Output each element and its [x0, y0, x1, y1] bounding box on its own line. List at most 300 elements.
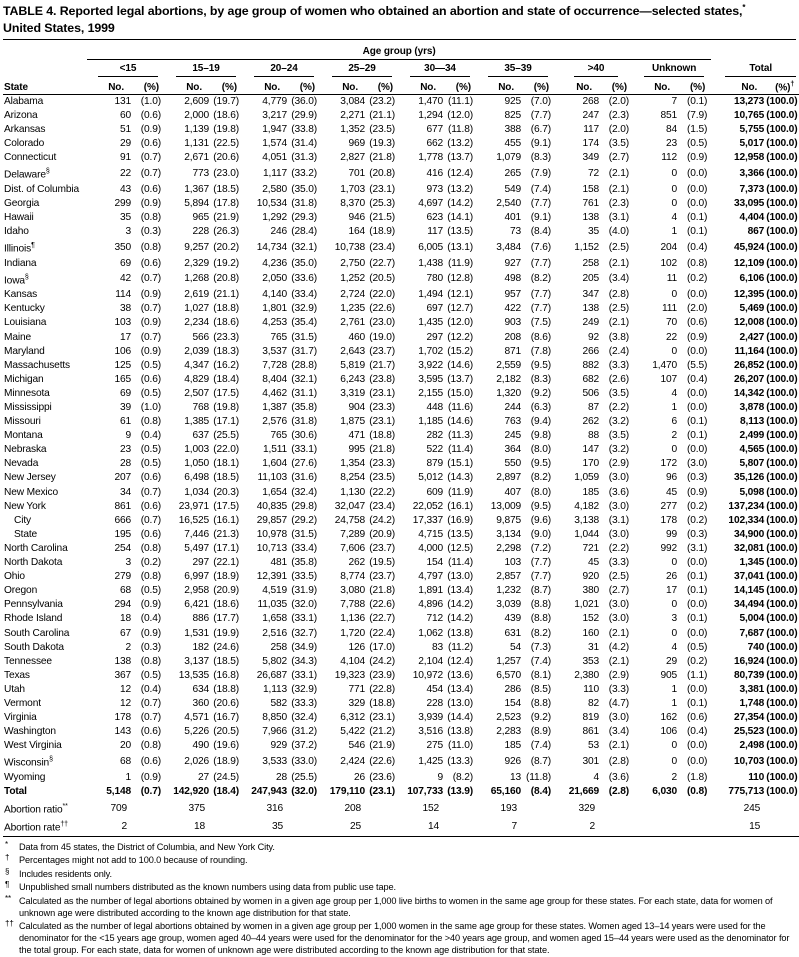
value-cell: (23.7) [369, 542, 395, 554]
value-cell: (5.5) [687, 359, 708, 371]
value-cell: (31.3) [291, 152, 317, 164]
value-cell: 10,738 [334, 241, 365, 253]
value-cell: (18.8) [213, 303, 239, 315]
value-cell: (7.0) [530, 95, 551, 107]
value-cell: (2.4) [608, 345, 629, 357]
value-cell: 0 [671, 444, 677, 456]
value-cell: 39 [119, 402, 131, 414]
value-cell: 7,606 [340, 542, 365, 554]
value-cell: (25.5) [291, 771, 317, 783]
value-cell: (0.8) [140, 542, 161, 554]
value-cell: (28.4) [291, 226, 317, 238]
value-cell: 102,334 [728, 514, 765, 526]
value-cell: 2,507 [184, 387, 209, 399]
value-cell: (9.6) [530, 514, 551, 526]
no-column-header: No. [711, 77, 766, 95]
value-cell: (36.0) [291, 95, 317, 107]
value-cell [523, 817, 555, 836]
value-cell: (0.7) [140, 152, 161, 164]
table-row [3, 387, 799, 401]
value-cell: 1,044 [574, 528, 599, 540]
value-cell: 1 [671, 402, 677, 414]
value-cell: 262 [582, 416, 599, 428]
value-cell: (8.3) [530, 373, 551, 385]
value-cell: (13.0) [447, 697, 473, 709]
value-cell: (13.4) [447, 585, 473, 597]
value-cell: 297 [426, 331, 443, 343]
no-column-header: No. [477, 77, 523, 95]
value-cell: 1,494 [418, 289, 443, 301]
value-cell: (20.9) [369, 528, 395, 540]
value-cell: (11.9) [448, 257, 473, 269]
table-row [3, 655, 799, 669]
value-cell: 14 [427, 821, 439, 833]
value-cell: 12,391 [256, 571, 287, 583]
value-cell: 29 [665, 655, 677, 667]
value-cell: 965 [192, 212, 209, 224]
value-cell: 925 [504, 95, 521, 107]
value-cell: (14.4) [447, 712, 473, 724]
value-cell: 701 [348, 168, 365, 180]
state-cell: Wyoming [4, 771, 46, 783]
value-cell: (31.2) [291, 726, 317, 738]
value-cell: 28 [119, 458, 131, 470]
value-cell: (1.5) [687, 124, 708, 136]
value-cell: (2.0) [608, 124, 629, 136]
value-cell: 582 [270, 697, 287, 709]
value-cell: 677 [426, 124, 443, 136]
value-cell: 3,039 [496, 599, 521, 611]
value-cell: 637 [192, 430, 209, 442]
value-cell: (33.4) [291, 542, 317, 554]
value-cell: 35 [587, 226, 599, 238]
value-cell: (0.4) [140, 683, 161, 695]
value-cell: 258 [582, 257, 599, 269]
value-cell: (32.9) [291, 303, 317, 315]
value-cell: 1,027 [184, 303, 209, 315]
value-cell: 1,875 [340, 416, 365, 428]
value-cell: (32.7) [291, 627, 317, 639]
value-cell: (2.8) [608, 289, 629, 301]
value-cell: 103 [504, 557, 521, 569]
state-cell: Tennessee [4, 655, 52, 667]
value-cell: 4,462 [262, 387, 287, 399]
value-cell: (0.0) [687, 599, 708, 611]
value-cell: (8.8) [530, 599, 551, 611]
abortions-by-age-table [3, 41, 799, 837]
value-cell: (100.0) [766, 109, 798, 121]
value-cell: (0.4) [687, 373, 708, 385]
value-cell: 179,110 [329, 785, 365, 797]
value-cell: 2,619 [184, 289, 209, 301]
value-cell: (29.9) [291, 109, 317, 121]
value-cell: 158 [582, 183, 599, 195]
value-cell: (3.3) [608, 359, 629, 371]
value-cell: 7,373 [739, 183, 765, 195]
value-cell: (25.3) [369, 197, 395, 209]
value-cell: (9.0) [530, 528, 551, 540]
value-cell: (100.0) [766, 528, 798, 540]
value-cell: 879 [426, 458, 443, 470]
state-cell: Rhode Island [4, 613, 63, 625]
state-cell: New Jersey [4, 472, 56, 484]
value-cell: (16.1) [447, 500, 473, 512]
value-cell: 152 [582, 613, 599, 625]
no-column-header: No. [165, 77, 211, 95]
value-cell: (18.5) [213, 472, 239, 484]
value-cell: 697 [426, 303, 443, 315]
value-cell: 1,720 [340, 627, 365, 639]
table-row [3, 641, 799, 655]
value-cell: 137,234 [728, 500, 765, 512]
state-cell: Missouri [4, 416, 41, 428]
value-cell: (22.0) [213, 444, 239, 456]
table-row [3, 570, 799, 584]
value-cell: 1,079 [496, 152, 521, 164]
value-cell: (8.4) [530, 226, 551, 238]
value-cell: 5,017 [739, 138, 765, 150]
table-row [3, 211, 799, 225]
value-cell: 67 [119, 627, 131, 639]
value-cell: (100.0) [766, 168, 798, 180]
value-cell: (0.7) [140, 168, 161, 180]
value-cell: (11.2) [448, 641, 473, 653]
value-cell: 26 [665, 571, 677, 583]
blank-corner [3, 41, 87, 60]
value-cell: (100.0) [766, 740, 798, 752]
pct-column-header: (%)† [766, 77, 799, 95]
value-cell: 1,034 [184, 486, 209, 498]
value-cell: 34 [119, 486, 131, 498]
table-row [3, 271, 799, 288]
value-cell: 154 [504, 697, 521, 709]
value-cell: 1,268 [184, 273, 209, 285]
value-cell: 4,779 [262, 95, 287, 107]
table-row [3, 500, 799, 514]
age-group-span-row [3, 41, 799, 60]
value-cell: (14.1) [447, 212, 473, 224]
value-cell: 927 [504, 257, 521, 269]
value-cell: 80,739 [733, 669, 765, 681]
column-group-header: <15 [87, 59, 165, 77]
value-cell: 871 [504, 345, 521, 357]
state-cell: Washington [4, 726, 56, 738]
value-cell: 2,182 [496, 373, 521, 385]
value-cell: 60 [119, 109, 131, 121]
value-cell [445, 817, 477, 836]
pct-column-header: (%) [523, 77, 555, 95]
value-cell: 1,232 [496, 585, 521, 597]
value-cell: (32.0) [291, 785, 317, 797]
value-cell: (35.8) [291, 402, 317, 414]
value-cell: 143 [114, 726, 131, 738]
value-cell: 926 [504, 756, 521, 768]
value-cell: 5,894 [184, 197, 209, 209]
value-cell: (2.1) [608, 655, 629, 667]
table-row [3, 817, 799, 836]
age-group-header: Age group (yrs) [87, 41, 711, 60]
value-cell [289, 817, 321, 836]
value-cell: (0.8) [140, 241, 161, 253]
value-cell: (0.0) [687, 289, 708, 301]
value-cell: (100.0) [766, 542, 798, 554]
value-cell: (12.0) [447, 109, 473, 121]
value-cell: (0.5) [140, 359, 161, 371]
value-cell: 8,113 [740, 416, 765, 428]
value-cell: (3.6) [608, 486, 629, 498]
value-cell: (100.0) [766, 500, 798, 512]
state-cell: Utah [4, 683, 25, 695]
value-cell: (20.9) [213, 585, 239, 597]
value-cell: 2,298 [496, 542, 521, 554]
value-cell: (23.2) [369, 95, 395, 107]
value-cell: 245 [743, 802, 761, 814]
value-cell: 2,050 [262, 273, 287, 285]
value-cell: (0.4) [140, 430, 161, 442]
value-cell: 286 [504, 683, 521, 695]
value-cell: 353 [582, 655, 599, 667]
value-cell: (7.4) [530, 655, 551, 667]
value-cell: (3.0) [608, 500, 629, 512]
value-cell: (0.8) [140, 416, 161, 428]
value-cell: (23.0) [213, 168, 239, 180]
value-cell: 1 [671, 226, 677, 238]
table-title [3, 2, 796, 40]
value-cell: 106 [114, 345, 131, 357]
value-cell: (3.5) [608, 387, 629, 399]
value-cell: (21.8) [369, 585, 395, 597]
value-cell: (18.9) [213, 756, 239, 768]
value-cell: 4 [671, 641, 677, 653]
value-cell: (100.0) [766, 226, 798, 238]
value-cell: 825 [504, 109, 521, 121]
value-cell: 6,005 [418, 241, 443, 253]
value-cell: (2.5) [608, 571, 629, 583]
value-cell: (35.0) [291, 257, 317, 269]
value-cell: 6 [671, 416, 677, 428]
value-cell: (0.7) [140, 303, 161, 315]
value-cell: (0.7) [140, 331, 161, 343]
value-cell: (12.4) [447, 168, 473, 180]
column-header-row [3, 77, 799, 95]
state-cell: Kentucky [4, 303, 45, 315]
value-cell: (33.2) [291, 168, 317, 180]
value-cell: (7.7) [530, 289, 551, 301]
value-cell: 12 [119, 683, 131, 695]
value-cell: (0.3) [140, 641, 161, 653]
value-cell: (33.1) [291, 669, 317, 681]
value-cell: (0.9) [140, 197, 161, 209]
table-row [3, 197, 799, 211]
value-cell: 22 [665, 331, 677, 343]
value-cell: 1,470 [418, 95, 443, 107]
value-cell: 0 [671, 557, 677, 569]
value-cell: 662 [426, 138, 443, 150]
value-cell: (100.0) [766, 303, 798, 315]
value-cell: (19.5) [369, 557, 395, 569]
value-cell: 92 [587, 331, 599, 343]
value-cell: 1 [671, 683, 677, 695]
value-cell: 4,797 [418, 571, 443, 583]
footnote-marker: †† [5, 919, 14, 929]
value-cell: 9 [125, 430, 131, 442]
value-cell: (0.6) [140, 183, 161, 195]
value-cell: (0.9) [140, 345, 161, 357]
value-cell: 1,257 [496, 655, 521, 667]
table-row [3, 711, 799, 725]
value-cell: (100.0) [766, 683, 798, 695]
value-cell [766, 817, 799, 836]
value-cell: 946 [348, 212, 365, 224]
value-cell: (23.4) [369, 241, 395, 253]
value-cell: (0.3) [687, 472, 708, 484]
value-cell: 299 [114, 197, 131, 209]
value-cell: (7.9) [687, 109, 708, 121]
value-cell: 5,098 [739, 486, 765, 498]
value-cell: 160 [582, 627, 599, 639]
value-cell: 14,145 [733, 585, 765, 597]
value-cell: 2,523 [496, 712, 521, 724]
value-cell: (0.6) [140, 138, 161, 150]
value-cell: (21.9) [369, 740, 395, 752]
value-cell: 6,421 [184, 599, 209, 611]
value-cell: 3,533 [262, 756, 287, 768]
value-cell: (23.4) [369, 500, 395, 512]
value-cell: (7.5) [530, 317, 551, 329]
value-cell: 35,126 [733, 472, 765, 484]
value-cell: 12,109 [733, 257, 765, 269]
no-column-header: No. [555, 77, 601, 95]
value-cell: 37,041 [733, 571, 765, 583]
value-cell: 65,160 [490, 785, 521, 797]
value-cell: (0.9) [140, 124, 161, 136]
value-cell: 454 [426, 683, 443, 695]
value-cell: 1,113 [263, 683, 287, 695]
value-cell: (3.0) [608, 528, 629, 540]
value-cell: (100.0) [766, 317, 798, 329]
value-cell: (3.1) [608, 514, 629, 526]
value-cell: (14.6) [447, 359, 473, 371]
footnote: ** Calculated as the number of legal abortions obtained by women in a given age group per 1,000 live births to women in the same age group for these states. For each state, data for women of unknown age were distributed according to the known age distribution for that state. [5, 893, 773, 918]
value-cell [211, 799, 243, 817]
value-cell: 138 [582, 212, 599, 224]
value-cell: 16,924 [733, 655, 765, 667]
table-row [3, 683, 799, 697]
value-cell: (23.7) [369, 571, 395, 583]
value-cell: (32.4) [291, 712, 317, 724]
value-cell: (0.2) [687, 514, 708, 526]
value-cell: 8,254 [340, 472, 365, 484]
value-cell: (2.2) [608, 402, 629, 414]
table-row [3, 486, 799, 500]
value-cell: (14.2) [447, 613, 473, 625]
table-row [3, 739, 799, 753]
state-cell: South Dakota [4, 641, 64, 653]
value-cell: 1,139 [184, 124, 209, 136]
value-cell: (9.5) [530, 359, 551, 371]
value-cell: 1,235 [340, 303, 365, 315]
value-cell: 771 [348, 683, 365, 695]
value-cell: (2.1) [608, 627, 629, 639]
value-cell: 375 [188, 802, 205, 814]
value-cell: (100.0) [766, 697, 798, 709]
value-cell: 1 [125, 771, 131, 783]
value-cell: 929 [270, 740, 287, 752]
value-cell: 72 [587, 168, 599, 180]
value-cell: (23.1) [369, 785, 395, 797]
value-cell: 350 [114, 241, 131, 253]
value-cell: 407 [504, 486, 521, 498]
value-cell: 18 [119, 613, 131, 625]
value-cell: (0.4) [687, 241, 708, 253]
value-cell: (18.8) [369, 430, 395, 442]
value-cell: 51 [119, 124, 131, 136]
value-cell: (9.8) [530, 430, 551, 442]
table-row [3, 443, 799, 457]
value-cell: (21.8) [369, 152, 395, 164]
value-cell: (13.2) [447, 138, 473, 150]
value-cell: (21.3) [213, 528, 239, 540]
value-cell: (100.0) [766, 585, 798, 597]
value-cell: 142,920 [173, 785, 209, 797]
value-cell: 1,117 [263, 168, 287, 180]
value-cell: 208 [504, 331, 521, 343]
value-cell: 329 [348, 697, 365, 709]
value-cell: (0.9) [687, 331, 708, 343]
value-cell: 0 [671, 345, 677, 357]
state-cell: Iowa§ [4, 273, 29, 287]
no-column-header: No. [87, 77, 133, 95]
value-cell: (23.3) [213, 331, 239, 343]
value-cell: (0.1) [687, 585, 708, 597]
value-cell: 1,425 [418, 756, 443, 768]
value-cell: 43 [119, 183, 131, 195]
value-cell: (0.4) [140, 613, 161, 625]
value-cell [367, 799, 399, 817]
value-cell: (13.1) [447, 241, 473, 253]
value-cell: (100.0) [766, 458, 798, 470]
table-row [3, 331, 799, 345]
value-cell [133, 817, 165, 836]
value-cell: 294 [114, 599, 131, 611]
value-cell: 1,021 [574, 599, 599, 611]
value-cell: (0.0) [687, 557, 708, 569]
value-cell: (33.0) [291, 756, 317, 768]
value-cell: 740 [747, 641, 765, 653]
value-cell: 1,345 [739, 557, 765, 569]
state-cell: Kansas [4, 289, 38, 301]
value-cell: (100.0) [766, 486, 798, 498]
table-row [3, 725, 799, 739]
value-cell: (0.0) [687, 345, 708, 357]
table-row [3, 302, 799, 316]
state-cell: Mississippi [4, 402, 52, 414]
column-group-header: 35–39 [477, 59, 555, 77]
value-cell: 297 [192, 557, 209, 569]
value-cell: (100.0) [766, 95, 798, 107]
value-cell: 83 [431, 641, 443, 653]
value-cell: (32.4) [291, 486, 317, 498]
no-column-header: No. [399, 77, 445, 95]
value-cell: 1,062 [418, 627, 443, 639]
state-cell: Michigan [4, 373, 44, 385]
value-cell: 7 [671, 95, 677, 107]
value-cell: (19.8) [213, 124, 239, 136]
value-cell: 4,571 [184, 712, 209, 724]
value-cell: (31.6) [291, 472, 317, 484]
value-cell: (100.0) [766, 273, 798, 285]
value-cell: (7.9) [530, 168, 551, 180]
